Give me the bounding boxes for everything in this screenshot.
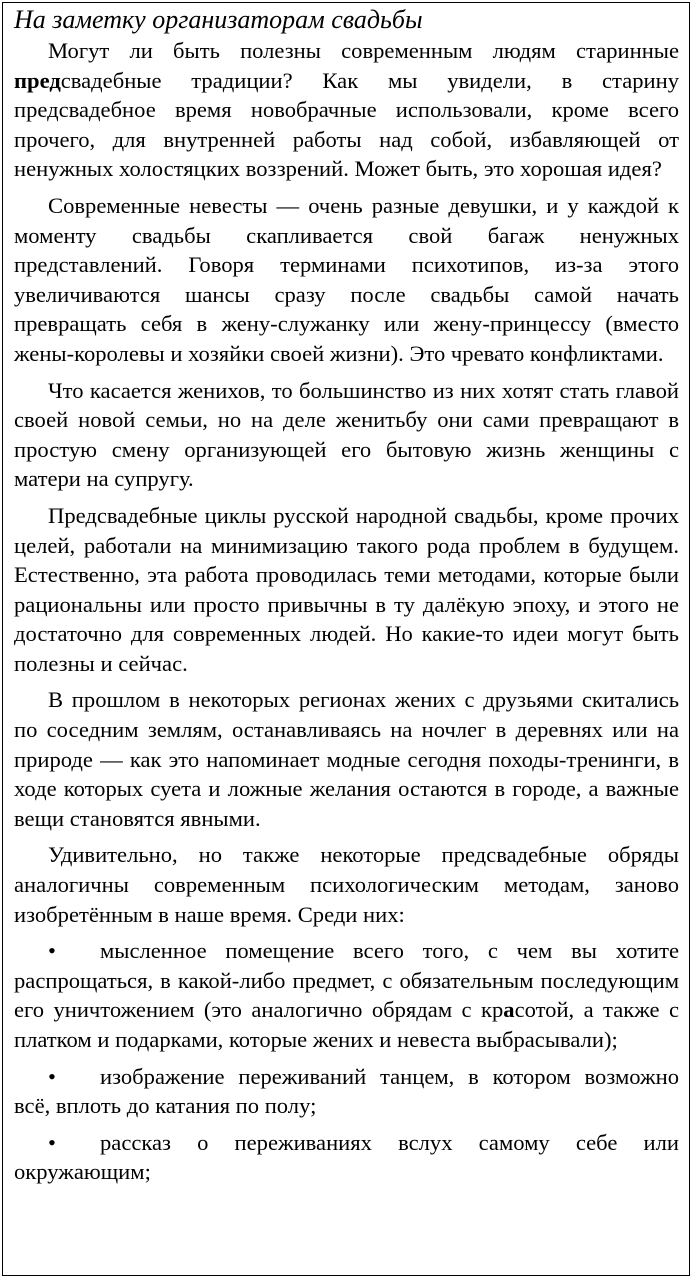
paragraph-2: Современные невесты — очень разные девушки, и у каждой к моменту свадьбы скапливается свой багаж ненужных представлений. Говоря терминами психотипов, из-за этого увеличиваются шансы сразу после свадьбы самой начать превращать себя в жену-служанку или жену-принцессу (вместо жены-королевы и хозяйки своей жизни). Это чревато конфликтами. xyxy=(14,192,679,366)
bullet-icon: • xyxy=(48,938,56,964)
bullet-icon: • xyxy=(48,1063,56,1089)
p1-text-end: свадебные традиции? Как мы увидели, в старину предсвадебное время новобрачные использовали, кроме всего прочего, для внутренней работы над собой, избавляющей от ненужных холостяцких воззрений. Может быть, это хорошая идея? xyxy=(14,67,679,182)
list-item xyxy=(14,936,679,1054)
section-title: На заметку организаторам свадьбы xyxy=(14,5,423,34)
list-item xyxy=(14,1128,679,1187)
p1-text-start: Могут ли быть полезны современным людям старинные xyxy=(48,38,679,63)
paragraph-6: Удивительно, но также некоторые предсвадебные обряды аналогичны современным психологическим методам, заново изобретённым в наше время. Среди них: xyxy=(14,842,679,927)
list-item-1-text-start: мысленное помещение всего того, с чем вы хотите распрощаться, в какой-либо предмет, с обязательным последующим его уничтожением (это аналогично обрядам с кр xyxy=(14,938,679,1023)
paragraph-5: В прошлом в некоторых регионах жених с друзьями скитались по соседним землям, останавливаясь на ночлег в деревнях или на природе — как это напоминает модные сегодня походы-тренинги, в ходе которых суета и ложные желания остаются в городе, а важные вещи становятся явными. xyxy=(14,687,679,831)
bullet-icon: • xyxy=(48,1129,56,1155)
paragraph-4: Предсвадебные циклы русской народной свадьбы, кроме прочих целей, работали на минимизацию такого рода проблем в будущем. Естественно, эта работа проводилась теми методами, которые были рациональны или просто привычны в ту далёкую эпоху, и этого не достаточно для современных людей. Но какие-то идеи могут быть полезны и сейчас. xyxy=(14,502,679,676)
p1-bold-fragment: пред xyxy=(14,67,61,93)
list-item-1-bold-fragment: а xyxy=(503,997,515,1023)
paragraph-1 xyxy=(14,36,679,184)
list-item-2-text: изображение переживаний танцем, в котором возможно всё, вплоть до катания по полу; xyxy=(14,1063,679,1119)
document-body xyxy=(14,4,679,1187)
list-item-3-text: рассказ о переживаниях вслух самому себе или окружающим; xyxy=(14,1129,679,1185)
list-item-1-text-end: сотой, а также с платком и подарками, которые жених и невеста выбрасывали); xyxy=(14,997,680,1052)
list-item xyxy=(14,1062,679,1121)
paragraph-3: Что касается женихов, то большинство из них хотят стать главой своей новой семьи, но на деле женитьбу они сами превращают в простую смену организующей его бытовую жизнь женщины с матери на супругу. xyxy=(14,377,679,492)
